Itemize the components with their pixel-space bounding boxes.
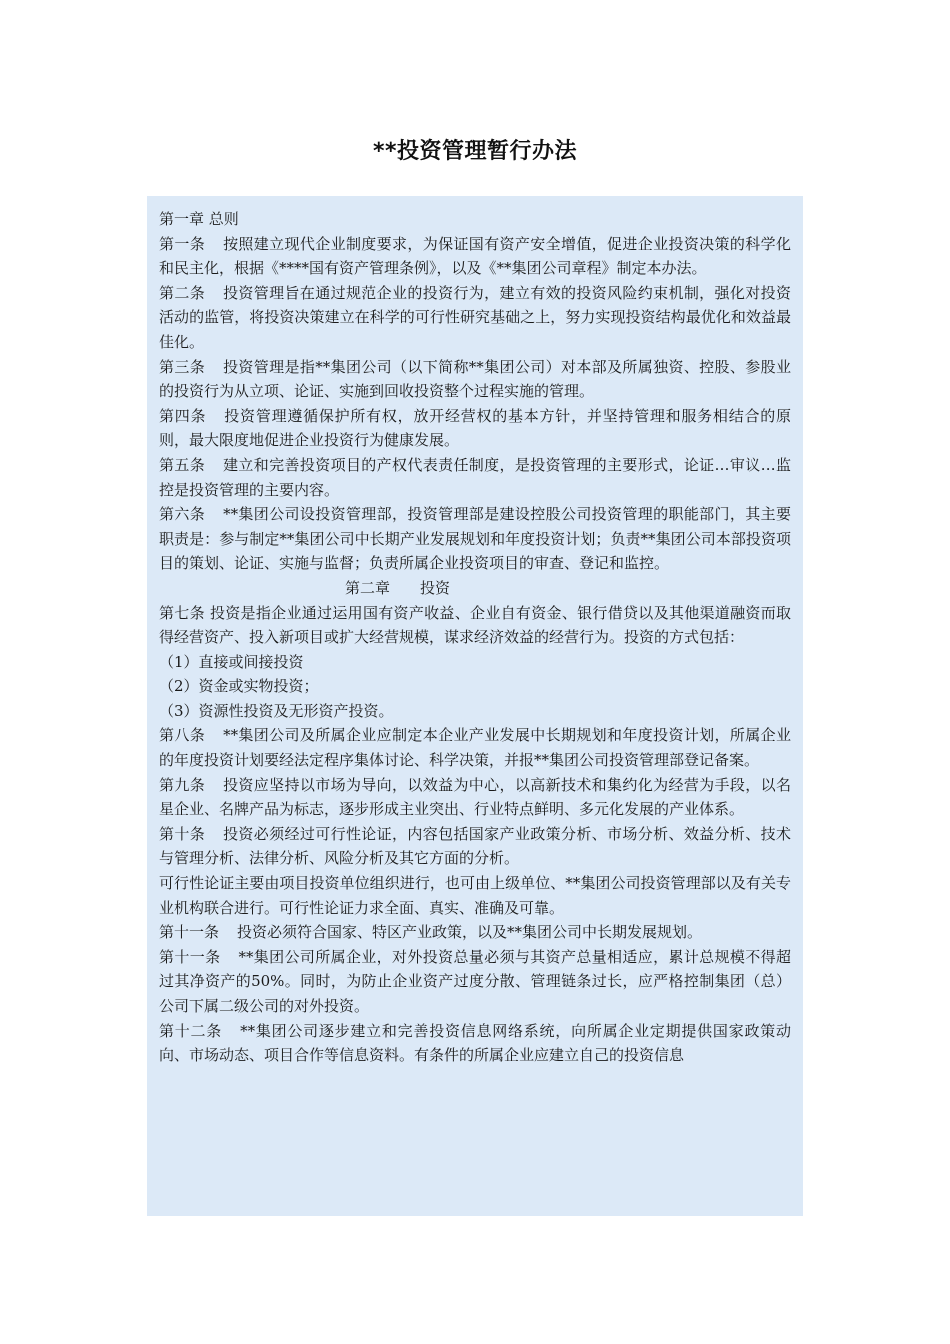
article-text: 按照建立现代企业制度要求，为保证国有资产安全增值，促进企业投资决策的科学化和民主化，根据《****国有资产管理条例》，以及《**集团公司章程》制定本办法。 — [159, 234, 791, 278]
list-item: （1）直接或间接投资 — [159, 652, 304, 671]
article-2 — [159, 281, 791, 355]
article-9 — [159, 773, 791, 822]
article-number: 第十二条 — [159, 1021, 223, 1040]
article-number: 第八条 — [159, 726, 206, 745]
article-number: 第九条 — [159, 775, 206, 794]
list-item: （2）资金或实物投资； — [159, 677, 319, 696]
article-11b — [159, 945, 791, 1019]
article-text: 建立和完善投资项目的产权代表责任制度，是投资管理的主要形式，论证…审议…监控是投资管理的主要内容。 — [159, 455, 791, 499]
article-5 — [159, 453, 791, 502]
article-12 — [159, 1019, 791, 1068]
article-text: 投资管理是指**集团公司（以下简称**集团公司）对本部及所属独资、控股、参股业的投资行为从立项、论证、实施到回收投资整个过程实施的管理。 — [159, 357, 791, 401]
document-title: **投资管理暂行办法 — [372, 139, 577, 164]
article-7: 第七条 投资是指企业通过运用国有资产收益、企业自有资金、银行借贷以及其他渠道融资而取得经营资产、投入新项目或扩大经营规模，谋求经济效益的经营行为。投资的方式包括： — [159, 603, 791, 647]
article-text: **集团公司逐步建立和完善投资信息网络系统，向所属企业定期提供国家政策动向、市场动态、项目合作等信息资料。有条件的所属企业应建立自己的投资信息 — [159, 1021, 791, 1065]
article-text: **集团公司所属企业，对外投资总量必须与其资产总量相适应，累计总规模不得超过其净资产的50%。同时，为防止企业资产过度分散、管理链条过长，应严格控制集团（总）公司下属二级公司的对外投资。 — [159, 947, 791, 1015]
article-number: 第四条 — [159, 406, 207, 425]
feasibility-note: 可行性论证主要由项目投资单位组织进行，也可由上级单位、**集团公司投资管理部以及有关专业机构联合进行。可行性论证力求全面、真实、准确及可靠。 — [159, 874, 791, 917]
article-8 — [159, 723, 791, 772]
article-text: 投资必须符合国家、特区产业政策，以及**集团公司中长期发展规划。 — [237, 923, 703, 942]
article-1 — [159, 232, 791, 281]
chapter-1-heading: 第一章 总则 — [159, 210, 239, 228]
chapter-2-heading: 第二章 投资 — [345, 578, 451, 597]
article-number: 第三条 — [159, 357, 206, 376]
article-text: 投资必须经过可行性论证，内容包括国家产业政策分析、市场分析、效益分析、技术与管理分析、法律分析、风险分析及其它方面的分析。 — [159, 824, 791, 868]
article-text: 投资管理遵循保护所有权，放开经营权的基本方针，并坚持管理和服务相结合的原则，最大限度地促进企业投资行为健康发展。 — [159, 406, 791, 450]
article-11 — [159, 920, 791, 945]
list-item: （3）资源性投资及无形资产投资。 — [159, 701, 394, 720]
article-number: 第十条 — [159, 824, 206, 843]
article-10 — [159, 822, 791, 871]
article-number: 第二条 — [159, 283, 206, 302]
article-6 — [159, 502, 791, 576]
article-text: 投资管理旨在通过规范企业的投资行为，建立有效的投资风险约束机制，强化对投资活动的监管，将投资决策建立在科学的可行性研究基础之上，努力实现投资结构最优化和效益最佳化。 — [159, 283, 791, 351]
article-text: **集团公司及所属企业应制定本企业产业发展中长期规划和年度投资计划，所属企业的年度投资计划要经法定程序集体讨论、科学决策，并报**集团公司投资管理部登记备案。 — [159, 726, 791, 770]
article-text: **集团公司设投资管理部，投资管理部是建设控股公司投资管理的职能部门，其主要职责是：参与制定**集团公司中长期产业发展规划和年度投资计划；负责**集团公司本部投资项目的策划、论证、实施与监督；负责所属企业投资项目的审查、登记和监控。 — [159, 505, 791, 573]
article-3 — [159, 355, 791, 404]
article-number: 第五条 — [159, 455, 206, 474]
article-number: 第一条 — [159, 234, 206, 253]
article-text: 投资应坚持以市场为导向，以效益为中心，以高新技术和集约化为经营为手段，以名星企业、名牌产品为标志，逐步形成主业突出、行业特点鲜明、多元化发展的产业体系。 — [159, 775, 791, 819]
article-number: 第十一条 — [159, 923, 220, 942]
article-4 — [159, 404, 791, 453]
article-number: 第十一条 — [159, 947, 221, 966]
article-number: 第六条 — [159, 505, 206, 524]
document-body — [147, 196, 803, 1216]
